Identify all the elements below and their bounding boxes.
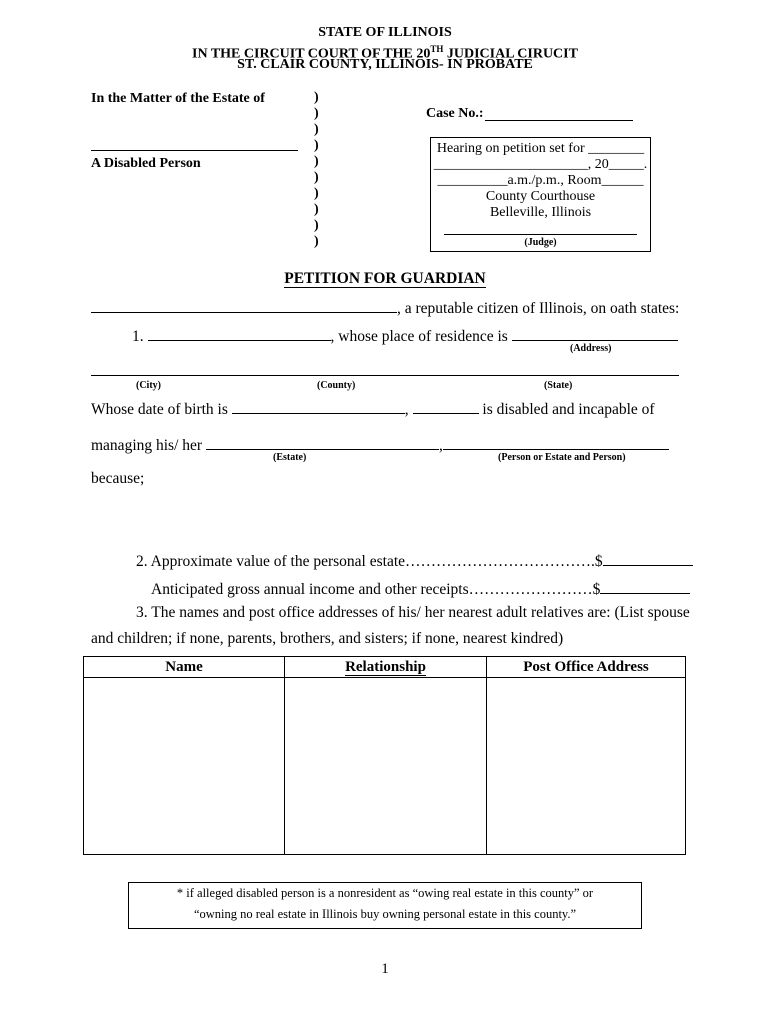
respondent-field[interactable]: [148, 325, 331, 341]
caption-paren: ): [314, 106, 319, 121]
judge-signature-line[interactable]: [444, 234, 637, 235]
header-court: IN THE CIRCUIT COURT OF THE 20TH JUDICIAL CIRUCIT: [192, 44, 578, 62]
estate-field[interactable]: [206, 434, 439, 450]
annual-income-field[interactable]: [600, 578, 690, 594]
caption-paren: ): [314, 234, 319, 249]
paragraph-3-cont: and children; if none, parents, brothers, and sisters; if none, nearest kindred): [91, 630, 564, 647]
city-caption: (City): [136, 380, 161, 391]
address-caption: (Address): [570, 343, 612, 354]
caption-paren: ): [314, 138, 319, 153]
document-title: PETITION FOR GUARDIAN: [284, 270, 486, 287]
caption-paren: ): [314, 122, 319, 137]
person-estate-caption: (Person or Estate and Person): [498, 452, 626, 463]
hearing-time-room-line[interactable]: __________a.m./p.m., Room______: [437, 173, 644, 188]
state-caption: (State): [544, 380, 573, 391]
person-estate-field[interactable]: [443, 434, 669, 450]
address-cell[interactable]: [487, 678, 686, 855]
managing-line: managing his/ her ,: [91, 434, 669, 455]
caption-paren: ): [314, 186, 319, 201]
hearing-city: Belleville, Illinois: [489, 205, 592, 220]
respondent-name-line[interactable]: [91, 150, 298, 151]
header-state: STATE OF ILLINOIS: [318, 25, 452, 40]
paragraph-1: 1. , whose place of residence is: [132, 325, 678, 346]
col-relationship-header: Relationship: [285, 657, 487, 678]
hearing-year-line[interactable]: ______________________, 20_____.: [433, 157, 648, 172]
judge-caption: (Judge): [524, 237, 557, 248]
case-no-field[interactable]: [485, 120, 633, 121]
relationship-cell[interactable]: [285, 678, 487, 855]
caption-paren: ): [314, 154, 319, 169]
petitioner-name-field[interactable]: [91, 297, 397, 313]
table-row: [84, 678, 686, 855]
header-county: ST. CLAIR COUNTY, ILLINOIS- IN PROBATE: [237, 57, 533, 72]
caption-paren: ): [314, 170, 319, 185]
caption-paren: ): [314, 90, 319, 105]
dob-year-field[interactable]: [413, 398, 479, 414]
relatives-table: [83, 656, 686, 855]
hearing-date-line[interactable]: Hearing on petition set for ________: [436, 141, 645, 156]
dob-line: Whose date of birth is , is disabled and incapable of: [91, 398, 655, 419]
city-county-state-line[interactable]: [91, 375, 679, 376]
col-address-header: Post Office Address: [487, 657, 686, 678]
petitioner-line: , a reputable citizen of Illinois, on oath states:: [91, 297, 679, 318]
hearing-location: County Courthouse: [485, 189, 596, 204]
personal-estate-value-field[interactable]: [603, 550, 693, 566]
paragraph-2b: Anticipated gross annual income and other receipts……………………$: [151, 578, 690, 599]
case-no-label: Case No.:: [426, 106, 484, 121]
caption-paren: ): [314, 218, 319, 233]
matter-label: In the Matter of the Estate of: [91, 91, 265, 106]
col-name-header: Name: [84, 657, 285, 678]
caption-paren: ): [314, 202, 319, 217]
paragraph-3: 3. The names and post office addresses of his/ her nearest adult relatives are: (List spouse: [136, 604, 690, 621]
note-line-2: “owning no real estate in Illinois buy owning personal estate in this county.”: [193, 907, 577, 921]
paragraph-2: 2. Approximate value of the personal estate……………………………….$: [136, 550, 693, 571]
nonresident-note: [128, 882, 642, 929]
address-field[interactable]: [512, 325, 678, 341]
name-cell[interactable]: [84, 678, 285, 855]
estate-caption: (Estate): [273, 452, 307, 463]
table-header-row: [84, 657, 686, 678]
page-number: 1: [381, 961, 389, 977]
because-label: because;: [91, 470, 145, 487]
county-caption: (County): [317, 380, 356, 391]
disabled-person-label: A Disabled Person: [91, 156, 201, 171]
hearing-box: [430, 137, 651, 252]
note-line-1: * if alleged disabled person is a nonresident as “owing real estate in this county” or: [176, 886, 594, 900]
dob-field[interactable]: [232, 398, 405, 414]
